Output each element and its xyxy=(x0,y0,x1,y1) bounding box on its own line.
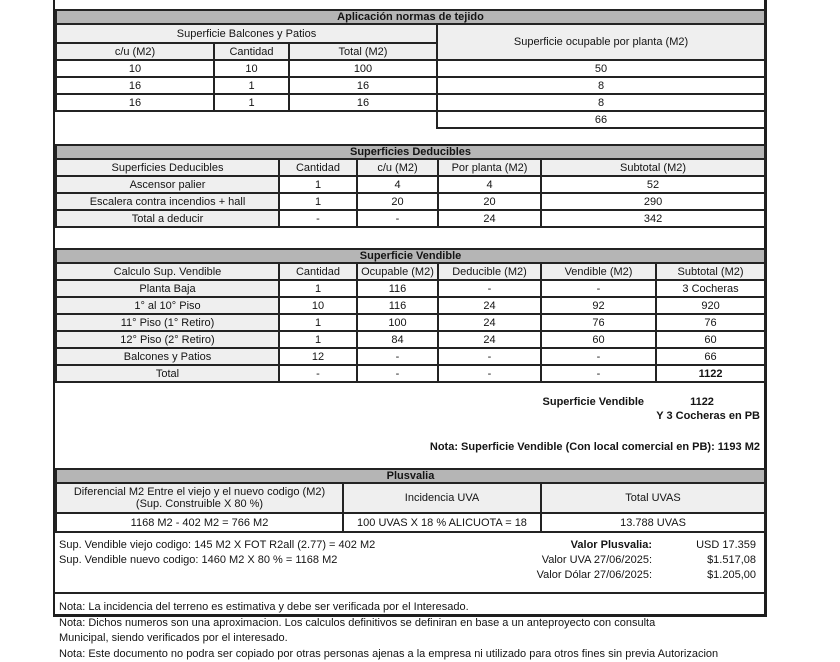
valor-item xyxy=(474,538,756,553)
table-cell: 8 xyxy=(437,77,765,94)
table-cell: 20 xyxy=(357,193,438,210)
table-row xyxy=(56,60,765,77)
vendible-title-row xyxy=(56,249,765,263)
ocupable-column-header: Superficie ocupable por planta (M2) xyxy=(437,24,765,60)
viejo-codigo-line: Sup. Vendible viejo codigo: 145 M2 X FOT R2all (2.77) = 402 M2 xyxy=(59,538,375,553)
summary-vendible-value: 1122 xyxy=(644,395,760,409)
table-cell: - xyxy=(357,365,438,382)
table-cell: 1 xyxy=(279,176,357,193)
table-cell: 24 xyxy=(438,331,541,348)
valores-list xyxy=(474,538,756,583)
vendible-table xyxy=(55,248,766,383)
top-partial-row xyxy=(55,0,764,9)
table-cell: 10 xyxy=(56,60,214,77)
table-cell: 1 xyxy=(279,193,357,210)
column-header-total: Total (M2) xyxy=(289,43,437,60)
plusvalia-section-title: Plusvalia xyxy=(56,469,765,483)
row-label: Ascensor palier xyxy=(56,176,279,193)
column-header: Vendible (M2) xyxy=(541,263,656,280)
table-cell: 13.788 UVAS xyxy=(541,513,765,532)
deducibles-title-row xyxy=(56,145,765,159)
valor-plusvalia-label: Valor Plusvalia: xyxy=(474,538,652,553)
table-cell: 76 xyxy=(541,314,656,331)
table-row xyxy=(56,297,765,314)
deducibles-section-title: Superficies Deducibles xyxy=(56,145,765,159)
column-header: Cantidad xyxy=(279,159,357,176)
row-label: Balcones y Patios xyxy=(56,348,279,365)
table-cell: 60 xyxy=(656,331,765,348)
table-cell: 1 xyxy=(214,77,289,94)
table-cell: 1168 M2 - 402 M2 = 766 M2 xyxy=(56,513,343,532)
tejido-section-title: Aplicación normas de tejido xyxy=(56,10,765,24)
row-label: 12° Piso (2° Retiro) xyxy=(56,331,279,348)
table-cell: 4 xyxy=(357,176,438,193)
table-cell: 10 xyxy=(279,297,357,314)
summary-vendible-label: Superficie Vendible xyxy=(543,395,644,409)
summary-line xyxy=(59,395,760,409)
table-cell: 16 xyxy=(56,77,214,94)
tejido-group-header-row xyxy=(56,24,765,43)
column-header: Superficies Deducibles xyxy=(56,159,279,176)
column-header: Subtotal (M2) xyxy=(541,159,765,176)
valores-section xyxy=(55,533,764,594)
table-row xyxy=(56,348,765,365)
row-label: Total a deducir xyxy=(56,210,279,227)
tejido-title-row xyxy=(56,10,765,24)
table-cell: 24 xyxy=(438,314,541,331)
table-cell: - xyxy=(438,348,541,365)
plusvalia-incidencia-header: Incidencia UVA xyxy=(343,483,541,513)
empty-area xyxy=(56,111,437,128)
table-cell: 8 xyxy=(437,94,765,111)
table-cell: 16 xyxy=(289,94,437,111)
plusvalia-table xyxy=(55,468,766,533)
table-cell: - xyxy=(438,365,541,382)
table-row xyxy=(56,280,765,297)
table-cell: 20 xyxy=(438,193,541,210)
section-gap xyxy=(55,129,764,144)
table-cell: 1 xyxy=(279,331,357,348)
table-cell: - xyxy=(438,280,541,297)
table-cell: - xyxy=(279,365,357,382)
table-cell: - xyxy=(541,348,656,365)
table-cell: 60 xyxy=(541,331,656,348)
valor-dolar-value: $1.205,00 xyxy=(652,568,756,583)
table-row xyxy=(56,210,765,227)
row-label: Total xyxy=(56,365,279,382)
nota-line: Nota: La incidencia del terreno es estimativa y debe ser verificada por el Interesado. xyxy=(59,600,759,616)
row-label: 11° Piso (1° Retiro) xyxy=(56,314,279,331)
table-row xyxy=(56,331,765,348)
valor-uva-label: Valor UVA 27/06/2025: xyxy=(474,553,652,568)
valor-uva-value: $1.517,08 xyxy=(652,553,756,568)
nuevo-codigo-line: Sup. Vendible nuevo codigo: 1460 M2 X 80 % = 1168 M2 xyxy=(59,553,375,568)
table-cell: 116 xyxy=(357,280,438,297)
vendible-section-title: Superficie Vendible xyxy=(56,249,765,263)
table-cell: 52 xyxy=(541,176,765,193)
table-cell: 84 xyxy=(357,331,438,348)
row-label: 1° al 10° Piso xyxy=(56,297,279,314)
table-cell: 290 xyxy=(541,193,765,210)
plusvalia-header-row xyxy=(56,483,765,513)
nota-line: Nota: Este documento no podra ser copiado por otras personas ajenas a la empresa ni utilizado para otros fines sin previa Autorizacion xyxy=(59,647,759,662)
deducibles-header-row xyxy=(56,159,765,176)
table-row xyxy=(56,314,765,331)
column-header: Por planta (M2) xyxy=(438,159,541,176)
codigo-calculations xyxy=(59,538,375,568)
column-header-cu: c/u (M2) xyxy=(56,43,214,60)
summary-local-note: Nota: Superficie Vendible (Con local comercial en PB): 1193 M2 xyxy=(59,441,760,453)
table-row xyxy=(56,176,765,193)
table-cell: 4 xyxy=(438,176,541,193)
notas-section xyxy=(55,594,764,662)
column-header-cantidad: Cantidad xyxy=(214,43,289,60)
plusvalia-diferencial-line2: (Sup. Construible X 80 %) xyxy=(59,498,340,510)
table-cell: 76 xyxy=(656,314,765,331)
table-cell: 92 xyxy=(541,297,656,314)
plusvalia-diferencial-line1: Diferencial M2 Entre el viejo y el nuevo codigo (M2) xyxy=(59,486,340,498)
plusvalia-totaluvas-header: Total UVAS xyxy=(541,483,765,513)
row-label: Escalera contra incendios + hall xyxy=(56,193,279,210)
table-cell: 100 UVAS X 18 % ALICUOTA = 18 xyxy=(343,513,541,532)
table-cell: - xyxy=(541,280,656,297)
nota-line: Municipal, siendo verificados por el interesado. xyxy=(59,631,759,647)
table-cell: - xyxy=(357,210,438,227)
plusvalia-data-row xyxy=(56,513,765,532)
tejido-table xyxy=(55,9,766,129)
table-cell: 1 xyxy=(279,314,357,331)
valor-dolar-label: Valor Dólar 27/06/2025: xyxy=(474,568,652,583)
section-gap xyxy=(55,228,764,248)
plusvalia-diferencial-header xyxy=(56,483,343,513)
table-cell: 12 xyxy=(279,348,357,365)
table-cell: 100 xyxy=(289,60,437,77)
table-cell: 50 xyxy=(437,60,765,77)
table-row xyxy=(56,77,765,94)
table-row xyxy=(56,193,765,210)
table-cell: 342 xyxy=(541,210,765,227)
row-label: Planta Baja xyxy=(56,280,279,297)
table-cell: 1 xyxy=(214,94,289,111)
column-header: Deducible (M2) xyxy=(438,263,541,280)
tejido-sum-row xyxy=(56,111,765,128)
valor-item xyxy=(474,568,756,583)
table-cell: 3 Cocheras xyxy=(656,280,765,297)
table-cell: 116 xyxy=(357,297,438,314)
table-cell: 16 xyxy=(56,94,214,111)
ocupable-sum-cell: 66 xyxy=(437,111,765,128)
table-cell: 100 xyxy=(357,314,438,331)
column-header: Calculo Sup. Vendible xyxy=(56,263,279,280)
column-header: c/u (M2) xyxy=(357,159,438,176)
table-cell: - xyxy=(357,348,438,365)
table-cell: 10 xyxy=(214,60,289,77)
summary-cocheras-note: Y 3 Cocheras en PB xyxy=(59,409,760,424)
column-header: Subtotal (M2) xyxy=(656,263,765,280)
table-cell: - xyxy=(541,365,656,382)
table-cell: - xyxy=(279,210,357,227)
valor-plusvalia-value: USD 17.359 xyxy=(652,538,756,553)
table-cell: 24 xyxy=(438,297,541,314)
table-cell: 1 xyxy=(279,280,357,297)
table-cell: 24 xyxy=(438,210,541,227)
plusvalia-title-row xyxy=(56,469,765,483)
vendible-total-value: 1122 xyxy=(656,365,765,382)
nota-line: Nota: Dichos numeros son una aproximacion. Los calculos definitivos se definiran en base a un anteproyecto con consulta xyxy=(59,616,759,632)
vendible-summary xyxy=(55,383,764,468)
column-header: Cantidad xyxy=(279,263,357,280)
deducibles-table xyxy=(55,144,766,228)
vendible-header-row xyxy=(56,263,765,280)
table-cell: 16 xyxy=(289,77,437,94)
column-header: Ocupable (M2) xyxy=(357,263,438,280)
balcones-group-header: Superficie Balcones y Patios xyxy=(56,24,437,43)
table-cell: 66 xyxy=(656,348,765,365)
spreadsheet-document xyxy=(53,0,767,617)
vendible-total-row xyxy=(56,365,765,382)
table-cell: 920 xyxy=(656,297,765,314)
valor-item xyxy=(474,553,756,568)
table-row xyxy=(56,94,765,111)
